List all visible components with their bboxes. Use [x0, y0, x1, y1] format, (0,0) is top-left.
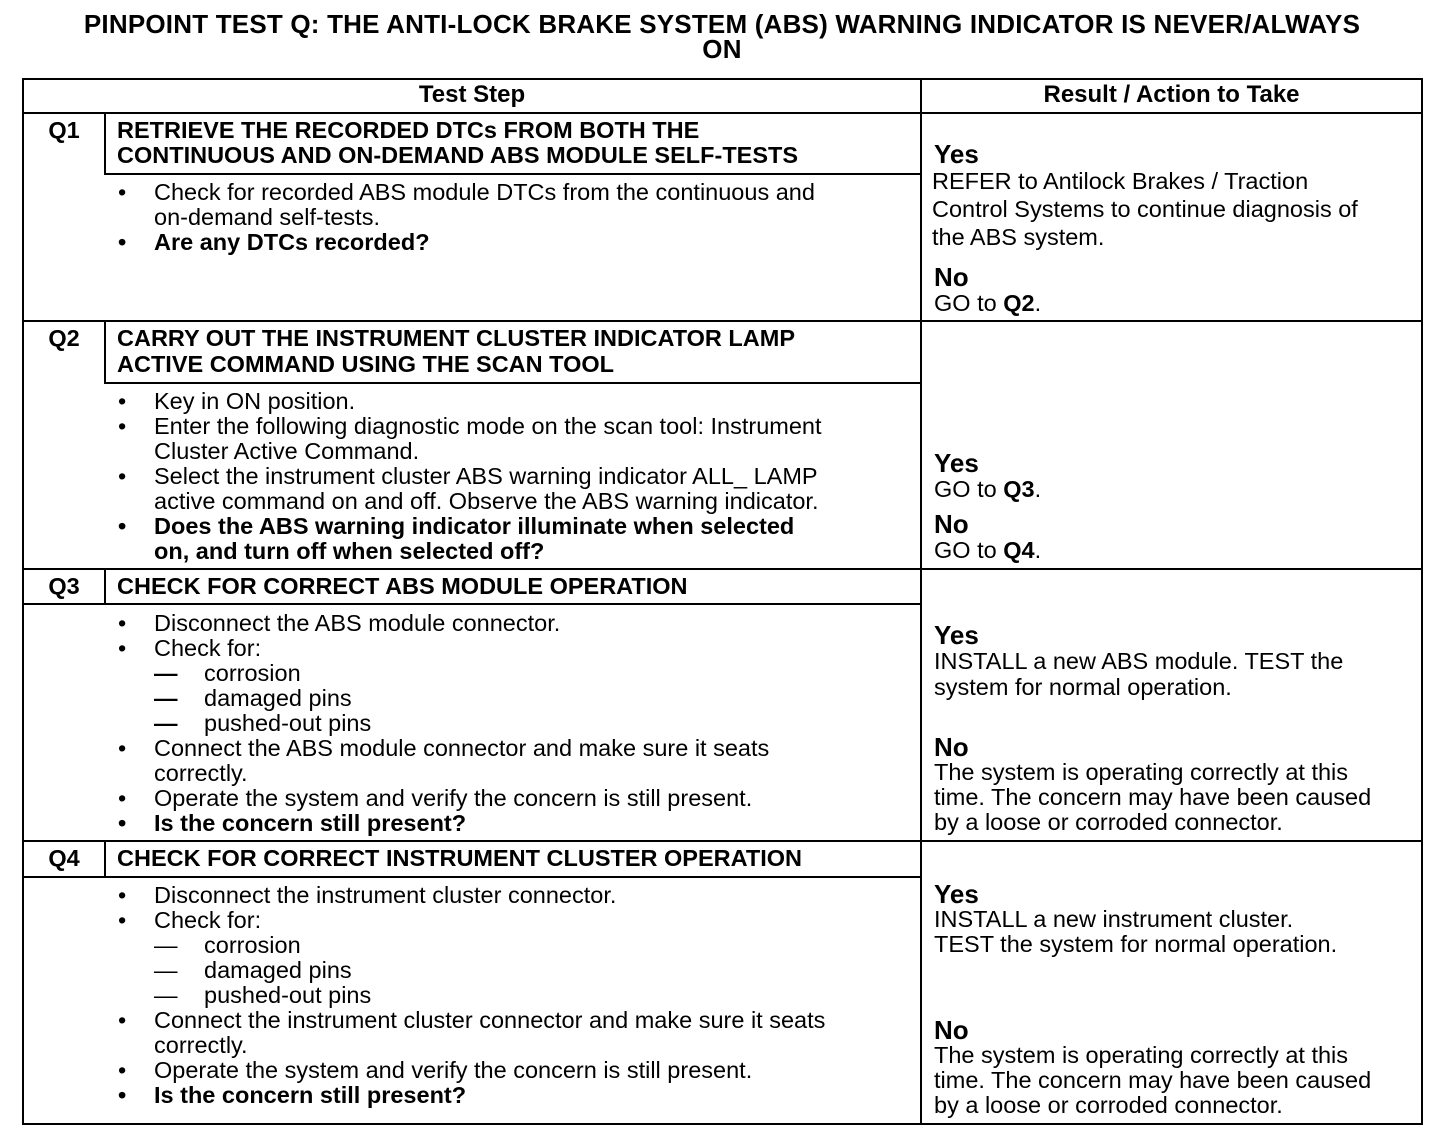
q1-title-line-1: RETRIEVE THE RECORDED DTCs FROM BOTH THE [117, 117, 700, 143]
document-title [20, 9, 1424, 64]
q1-yes-line-2: Control Systems to continue diagnosis of [932, 196, 1358, 222]
dash-icon: — [154, 957, 178, 983]
q3-bullet-3-line-2: correctly. [154, 760, 248, 786]
q4-bullet-4-text: Operate the system and verify the concern is still present. [154, 1057, 753, 1083]
header-bottom-border [22, 112, 1423, 114]
q4-title-divider [22, 876, 922, 878]
q2-bullet-2-line-2: Cluster Active Command. [154, 438, 420, 464]
q1-bullet-2-text: Are any DTCs recorded? [154, 229, 430, 255]
q4-yes-heading: Yes [934, 879, 979, 909]
dash-icon: — [154, 685, 178, 711]
q1-yes-text [932, 167, 1358, 251]
step-id-q4: Q4 [48, 845, 80, 871]
bullet-icon: • [118, 463, 127, 489]
title-line-2: ON [702, 34, 742, 64]
q4-no-heading: No [934, 1015, 969, 1045]
q2-bullet-4-line-2: on, and turn off when selected off? [154, 538, 545, 564]
bullet-icon: • [118, 388, 127, 414]
q2-no-suffix: . [1034, 537, 1042, 563]
q3-bullet-3-text [154, 736, 769, 786]
q3-dash-3-text: pushed-out pins [204, 710, 372, 736]
q3-no-line-2: time. The concern may have been caused [934, 784, 1372, 810]
q2-no-prefix: GO to [934, 537, 1004, 563]
q1-no-text [934, 290, 1041, 316]
q3-bullet-3-line-1: Connect the ABS module connector and make sure it seats [154, 735, 770, 761]
dash-icon: — [154, 660, 178, 686]
q4-no-line-3: by a loose or corroded connector. [934, 1092, 1283, 1118]
q3-dash-1-text: corrosion [204, 660, 301, 686]
q2-title-line-1: CARRY OUT THE INSTRUMENT CLUSTER INDICATOR LAMP [117, 325, 796, 351]
q1-title-divider [104, 173, 922, 175]
table-right-border [1421, 78, 1423, 1125]
q2-bullet-3-line-1: Select the instrument cluster ABS warning indicator ALL_ LAMP [154, 463, 818, 489]
step-id-q1: Q1 [48, 117, 80, 143]
dash-icon: — [154, 982, 178, 1008]
q4-dash-2-text: damaged pins [204, 957, 352, 983]
q1-bullet-1-text [154, 180, 815, 230]
q2-yes-heading: Yes [934, 448, 979, 478]
q3-no-heading: No [934, 732, 969, 762]
title-line-1: PINPOINT TEST Q: THE ANTI-LOCK BRAKE SYSTEM (ABS) WARNING INDICATOR IS NEVER/ALWAYS [83, 9, 1361, 39]
bullet-icon: • [118, 735, 127, 761]
q3-dash-2-text: damaged pins [204, 685, 352, 711]
q3-bullet-2-text: Check for: [154, 635, 262, 661]
q2-bullet-3-text [154, 464, 818, 514]
q3-no-text [934, 760, 1371, 835]
q4-bullet-3-line-2: correctly. [154, 1032, 248, 1058]
column-divider [920, 78, 922, 1125]
step-id-q2: Q2 [48, 325, 80, 351]
q4-yes-text [934, 907, 1337, 957]
q4-yes-line-2: TEST the system for normal operation. [934, 931, 1338, 957]
q2-no-link-q4[interactable]: Q4 [1003, 537, 1035, 563]
q1-yes-line-3: the ABS system. [932, 224, 1105, 250]
q4-bullet-3-text [154, 1008, 825, 1058]
q2-title-divider [104, 382, 922, 384]
q4-id-divider [104, 840, 106, 878]
bullet-icon: • [118, 1057, 127, 1083]
q2-bullet-4-text [154, 514, 794, 564]
q1-bottom-border [22, 320, 1423, 322]
q3-yes-line-1: INSTALL a new ABS module. TEST the [934, 648, 1344, 674]
q2-id-divider [104, 320, 106, 384]
q2-yes-text [934, 476, 1041, 502]
q2-bullet-2-line-1: Enter the following diagnostic mode on the scan tool: Instrument [154, 413, 822, 439]
q2-bullet-3-line-2: active command on and off. Observe the ABS warning indicator. [154, 488, 819, 514]
bullet-icon: • [118, 1007, 127, 1033]
q3-title-divider [22, 603, 922, 605]
q2-bullet-2-text [154, 414, 822, 464]
bullet-icon: • [118, 1082, 127, 1108]
q1-bullet-1-line-2: on-demand self-tests. [154, 204, 380, 230]
q3-id-divider [104, 568, 106, 605]
q4-bullet-5-text: Is the concern still present? [154, 1082, 467, 1108]
bullet-icon: • [118, 229, 127, 255]
dash-icon: — [154, 710, 178, 736]
q3-bullet-1-text: Disconnect the ABS module connector. [154, 610, 561, 636]
q4-no-text [934, 1043, 1371, 1118]
bullet-icon: • [118, 513, 127, 539]
bullet-icon: • [118, 810, 127, 836]
q3-yes-text [934, 648, 1343, 700]
q4-dash-3-text: pushed-out pins [204, 982, 372, 1008]
q4-no-line-1: The system is operating correctly at this [934, 1042, 1349, 1068]
q3-yes-heading: Yes [934, 620, 979, 650]
q2-yes-link-q3[interactable]: Q3 [1003, 476, 1035, 502]
q1-no-suffix: . [1034, 290, 1042, 316]
q1-id-divider [104, 112, 106, 175]
table-bottom-border [22, 1123, 1423, 1125]
q3-bullet-5-text: Is the concern still present? [154, 810, 467, 836]
dash-icon: — [154, 932, 178, 958]
q1-no-heading: No [934, 262, 969, 292]
q3-no-line-1: The system is operating correctly at this [934, 759, 1349, 785]
step-id-q3: Q3 [48, 573, 80, 599]
bullet-icon: • [118, 907, 127, 933]
q3-title: CHECK FOR CORRECT ABS MODULE OPERATION [117, 573, 688, 599]
q2-no-text [934, 537, 1041, 563]
q4-bullet-1-text: Disconnect the instrument cluster connector. [154, 882, 617, 908]
q2-bullet-4-line-1: Does the ABS warning indicator illuminate when selected [154, 513, 795, 539]
header-test-step: Test Step [418, 81, 526, 108]
bullet-icon: • [118, 179, 127, 205]
q2-title-line-2: ACTIVE COMMAND USING THE SCAN TOOL [117, 351, 614, 377]
q1-no-prefix: GO to [934, 290, 1004, 316]
q4-yes-line-1: INSTALL a new instrument cluster. [934, 906, 1294, 932]
q2-yes-prefix: GO to [934, 476, 1004, 502]
q4-no-line-2: time. The concern may have been caused [934, 1067, 1372, 1093]
q4-bullet-2-text: Check for: [154, 907, 262, 933]
q3-yes-line-2: system for normal operation. [934, 674, 1232, 700]
bullet-icon: • [118, 882, 127, 908]
table-left-border [22, 78, 24, 1125]
q2-bullet-1-text: Key in ON position. [154, 388, 356, 414]
q4-title: CHECK FOR CORRECT INSTRUMENT CLUSTER OPERATION [117, 845, 802, 871]
bullet-icon: • [118, 785, 127, 811]
q3-bullet-4-text: Operate the system and verify the concern is still present. [154, 785, 753, 811]
q2-no-heading: No [934, 509, 969, 539]
q1-no-link-q2[interactable]: Q2 [1003, 290, 1035, 316]
q1-yes-heading: Yes [934, 139, 979, 169]
q3-no-line-3: by a loose or corroded connector. [934, 809, 1283, 835]
q2-yes-suffix: . [1034, 476, 1042, 502]
q1-title-line-2: CONTINUOUS AND ON-DEMAND ABS MODULE SELF-TESTS [117, 142, 799, 168]
q1-yes-line-1: REFER to Antilock Brakes / Traction [932, 168, 1309, 194]
q3-bottom-border [22, 840, 1423, 842]
q4-bullet-3-line-1: Connect the instrument cluster connector and make sure it seats [154, 1007, 826, 1033]
bullet-icon: • [118, 610, 127, 636]
q1-bullet-1-line-1: Check for recorded ABS module DTCs from the continuous and [154, 179, 815, 205]
q4-dash-1-text: corrosion [204, 932, 301, 958]
q2-bottom-border [22, 568, 1423, 570]
bullet-icon: • [118, 413, 127, 439]
header-result: Result / Action to Take [1043, 81, 1300, 108]
bullet-icon: • [118, 635, 127, 661]
